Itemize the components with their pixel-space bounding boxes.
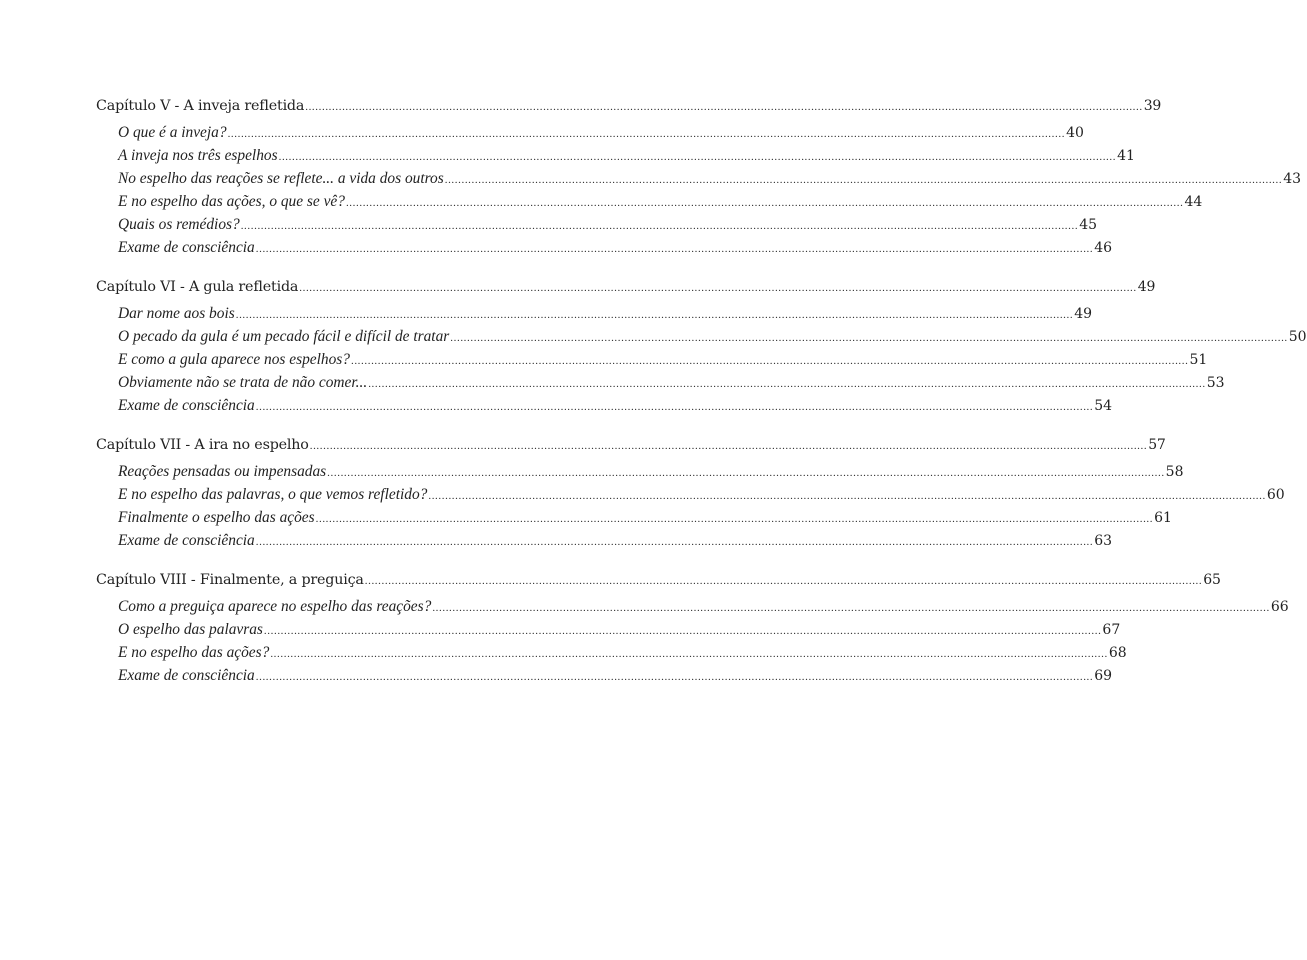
chapter-section — [96, 98, 1302, 262]
dot-leader — [327, 467, 1165, 479]
entry-title: Exame de consciência — [118, 239, 255, 256]
entry-title: E no espelho das ações? — [118, 644, 270, 661]
dot-leader — [256, 671, 1094, 683]
chapter-section — [96, 279, 1307, 420]
entry-title: Finalmente o espelho das ações — [118, 509, 315, 526]
dot-leader — [316, 513, 1154, 525]
table-of-contents — [96, 98, 1307, 707]
page-number: 66 — [1270, 599, 1289, 615]
dot-leader — [264, 625, 1102, 637]
chapter-title: Capítulo VIII - Finalmente, a preguiça — [96, 572, 364, 588]
dot-leader — [365, 575, 1203, 587]
entry-title: O espelho das palavras — [118, 621, 263, 638]
page-number: 68 — [1108, 645, 1127, 661]
entry-title: Obviamente não se trata de não comer... — [118, 374, 368, 391]
page-number: 61 — [1154, 510, 1172, 526]
dot-leader — [270, 648, 1108, 660]
page-number: 46 — [1094, 240, 1113, 256]
dot-leader — [299, 282, 1137, 294]
chapter-heading — [96, 98, 1162, 124]
chapter-title: Capítulo V - A inveja refletida — [96, 98, 305, 114]
chapter-title: Capítulo VII - A ira no espelho — [96, 437, 309, 453]
page-number: 60 — [1266, 487, 1285, 503]
toc-entry — [96, 216, 1098, 239]
dot-leader — [432, 602, 1270, 614]
page-number: 51 — [1189, 352, 1208, 368]
chapter-section — [96, 572, 1289, 690]
dot-leader — [450, 332, 1288, 344]
toc-entry — [96, 463, 1184, 486]
dot-leader — [241, 220, 1079, 232]
dot-leader — [256, 401, 1094, 413]
entry-title: Dar nome aos bois — [118, 305, 235, 322]
entry-title: E no espelho das palavras, o que vemos refletido? — [118, 486, 428, 503]
entry-title: Exame de consciência — [118, 667, 255, 684]
entry-title: A inveja nos três espelhos — [118, 147, 278, 164]
dot-leader — [236, 309, 1074, 321]
dot-leader — [351, 355, 1189, 367]
dot-leader — [256, 536, 1094, 548]
dot-leader — [256, 243, 1094, 255]
page-number: 39 — [1143, 98, 1162, 114]
page-number: 58 — [1165, 464, 1184, 480]
toc-entry — [96, 598, 1289, 621]
page-number: 45 — [1079, 217, 1098, 233]
page-number: 63 — [1094, 533, 1113, 549]
chapter-section — [96, 437, 1285, 555]
dot-leader — [228, 128, 1066, 140]
page-number: 69 — [1094, 668, 1113, 684]
toc-entry — [96, 397, 1113, 420]
page-number: 49 — [1074, 306, 1093, 322]
page-number: 41 — [1117, 148, 1135, 164]
dot-leader — [279, 151, 1117, 163]
entry-title: O que é a inveja? — [118, 124, 227, 141]
page-number: 54 — [1094, 398, 1113, 414]
chapter-heading — [96, 572, 1221, 598]
page-number: 44 — [1184, 194, 1203, 210]
chapter-title: Capítulo VI - A gula refletida — [96, 279, 299, 295]
toc-entry — [96, 532, 1113, 555]
entry-title: E no espelho das ações, o que se vê? — [118, 193, 345, 210]
chapter-heading — [96, 437, 1166, 463]
toc-entry — [96, 305, 1093, 328]
page-number: 50 — [1288, 329, 1307, 345]
chapter-heading — [96, 279, 1156, 305]
toc-entry — [96, 239, 1113, 262]
entry-title: Quais os remédios? — [118, 216, 240, 233]
toc-entry — [96, 193, 1203, 216]
page-number: 49 — [1137, 279, 1156, 295]
page-number: 53 — [1206, 375, 1225, 391]
page-number: 43 — [1283, 171, 1302, 187]
dot-leader — [445, 174, 1283, 186]
entry-title: Exame de consciência — [118, 532, 255, 549]
entry-title: E como a gula aparece nos espelhos? — [118, 351, 350, 368]
dot-leader — [310, 440, 1148, 452]
toc-entry — [96, 170, 1302, 193]
dot-leader — [368, 378, 1206, 390]
toc-entry — [96, 351, 1208, 374]
dot-leader — [428, 490, 1266, 502]
toc-entry — [96, 667, 1113, 690]
toc-entry — [96, 374, 1225, 397]
page-number: 40 — [1066, 125, 1084, 141]
toc-entry — [96, 621, 1121, 644]
toc-entry — [96, 509, 1172, 532]
toc-entry — [96, 644, 1127, 667]
entry-title: Como a preguiça aparece no espelho das reações? — [118, 598, 432, 615]
entry-title: Reações pensadas ou impensadas — [118, 463, 327, 480]
toc-entry — [96, 486, 1285, 509]
page-number: 67 — [1102, 622, 1121, 638]
entry-title: No espelho das reações se reflete... a vida dos outros — [118, 170, 444, 187]
page-number: 65 — [1203, 572, 1221, 588]
dot-leader — [346, 197, 1184, 209]
toc-entry — [96, 147, 1135, 170]
entry-title: O pecado da gula é um pecado fácil e difícil de tratar — [118, 328, 450, 345]
dot-leader — [305, 101, 1143, 113]
toc-entry — [96, 328, 1307, 351]
toc-entry — [96, 124, 1084, 147]
page-number: 57 — [1148, 437, 1166, 453]
entry-title: Exame de consciência — [118, 397, 255, 414]
